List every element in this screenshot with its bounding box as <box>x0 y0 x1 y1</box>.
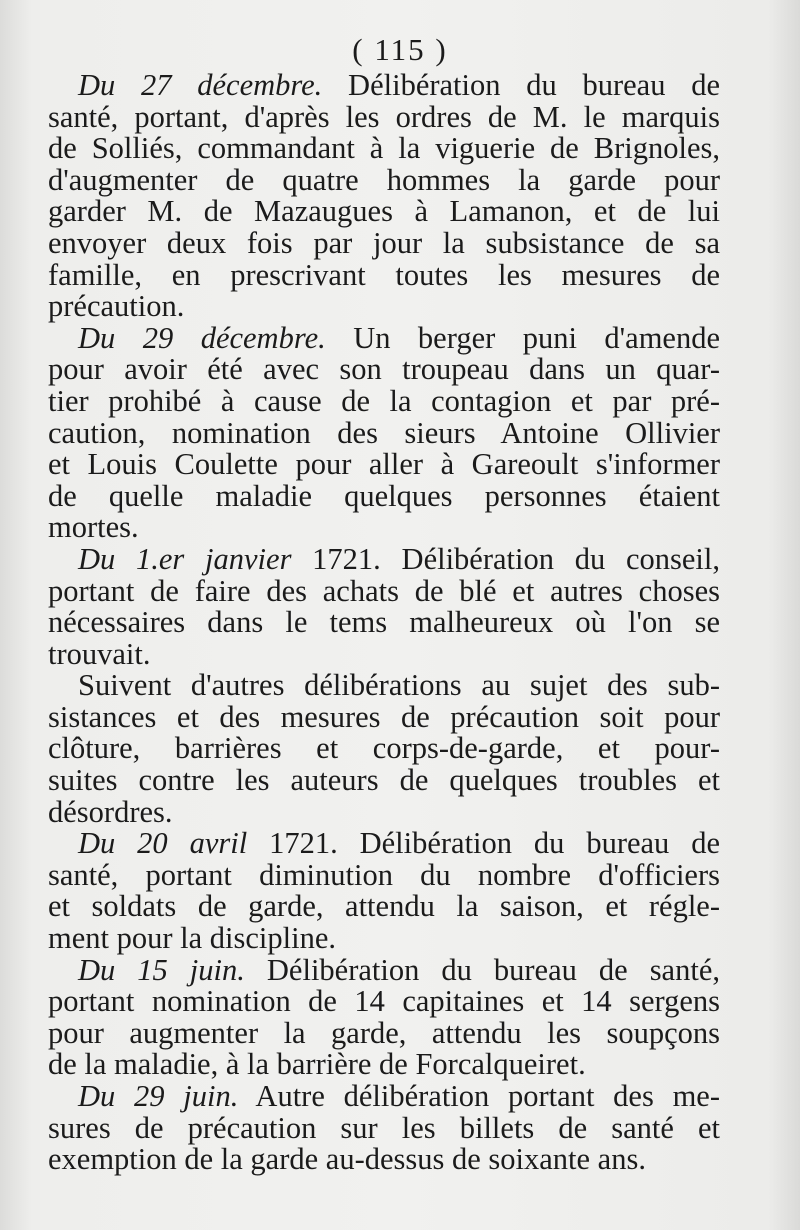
text-line: sures de précaution sur les billets de santé et <box>48 1110 720 1145</box>
text-line: Du 29 juin. Autre délibération portant des me- <box>78 1079 720 1113</box>
page-body <box>48 70 720 1176</box>
paragraph-29-juin <box>48 1081 720 1176</box>
text-line: désordres. <box>48 794 173 829</box>
text-line: de quelle maladie quelques personnes étaient <box>48 478 720 513</box>
text-line: et soldats de garde, attendu la saison, et régle- <box>48 889 720 924</box>
text-line: famille, en prescrivant toutes les mesures de <box>48 257 720 292</box>
entry-date: Du 15 juin. <box>78 952 245 987</box>
page-number: ( 115 ) <box>352 32 448 67</box>
paragraph-27-decembre <box>48 70 720 323</box>
text-line: d'augmenter de quatre hommes la garde pour <box>48 162 720 197</box>
text-line: Du 29 décembre. Un berger puni d'amende <box>78 320 720 355</box>
text-line: Du 27 décembre. Délibération du bureau de <box>78 68 720 102</box>
entry-date: Du 27 décembre. <box>78 68 323 102</box>
entry-date: Du 1.er janvier <box>78 541 292 576</box>
text-line: suites contre les auteurs de quelques troubles et <box>48 763 720 798</box>
text-line: Du 20 avril 1721. Délibération du bureau de <box>78 826 720 861</box>
paragraph-suivent <box>48 670 720 828</box>
text-line: Du 15 juin. Délibération du bureau de santé, <box>78 952 720 987</box>
paragraph-29-decembre <box>48 320 720 545</box>
text-line: précaution. <box>48 289 185 324</box>
text-line: pour augmenter la garde, attendu les soupçons <box>48 1015 720 1050</box>
text-line: pour avoir été avec son troupeau dans un quar- <box>48 352 720 387</box>
text-line: tier prohibé à cause de la contagion et par pré- <box>48 383 720 418</box>
text-line: Suivent d'autres délibérations au sujet des sub- <box>78 668 720 703</box>
paragraph-20-avril <box>48 828 720 954</box>
text-line: Du 1.er janvier 1721. Délibération du conseil, <box>78 541 720 576</box>
text-line: ment pour la discipline. <box>48 921 336 956</box>
text-line: caution, nomination des sieurs Antoine Ollivier <box>48 415 720 450</box>
text-line: envoyer deux fois par jour la subsistance de sa <box>48 225 720 260</box>
text-line: sistances et des mesures de précaution soit pour <box>48 699 720 734</box>
entry-date: Du 20 avril <box>78 826 248 861</box>
text-line: mortes. <box>48 510 139 545</box>
text-line: de Solliés, commandant à la viguerie de Brignoles, <box>48 131 720 166</box>
text-line: portant de faire des achats de blé et autres choses <box>48 573 720 608</box>
text-line: portant nomination de 14 capitaines et 14 sergens <box>48 984 720 1019</box>
entry-date: Du 29 juin. <box>78 1079 239 1113</box>
text-line: clôture, barrières et corps-de-garde, et pour- <box>48 731 720 766</box>
text-line: et Louis Coulette pour aller à Gareoult s'informer <box>48 447 720 482</box>
text-line: garder M. de Mazaugues à Lamanon, et de lui <box>48 194 720 229</box>
text-line: de la maladie, à la barrière de Forcalqueiret. <box>48 1047 586 1082</box>
entry-date: Du 29 décembre. <box>78 320 326 355</box>
paragraph-15-juin <box>48 952 720 1082</box>
paragraph-1er-janvier <box>48 541 720 671</box>
text-line: trouvait. <box>48 636 151 671</box>
text-line: santé, portant diminution du nombre d'officiers <box>48 857 720 892</box>
text-line: exemption de la garde au-dessus de soixante ans. <box>48 1142 646 1177</box>
text-line: santé, portant, d'après les ordres de M. le marquis <box>48 99 720 134</box>
text-line: nécessaires dans le tems malheureux où l'on se <box>48 605 720 640</box>
